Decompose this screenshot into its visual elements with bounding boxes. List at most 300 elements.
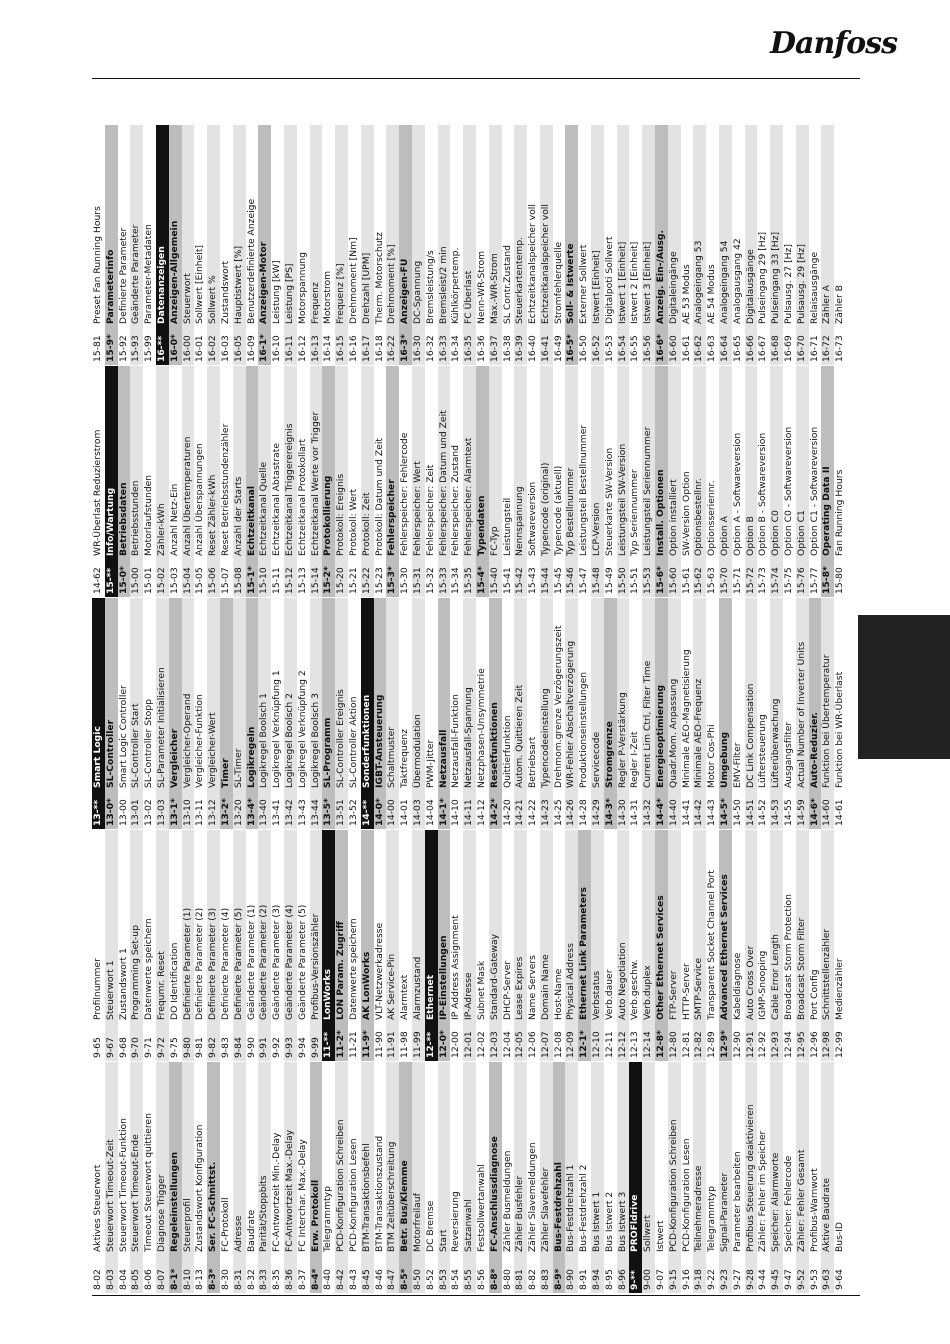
parameter-code: 16-71 [808, 335, 820, 362]
parameter-label: Definierte Parameter (2) [194, 907, 206, 1020]
parameter-code: 16-38 [501, 335, 513, 362]
parameter-row [92, 1062, 105, 1293]
parameter-label: Alarmzustand [411, 956, 423, 1020]
parameter-row [118, 830, 131, 1061]
parameter-code: 16-34 [450, 335, 462, 362]
parameter-subgroup-header [489, 598, 502, 829]
parameter-row [361, 1062, 374, 1293]
parameter-code: 12-02 [475, 1031, 487, 1058]
parameter-label: Kabeldiagnose [731, 952, 743, 1020]
parameter-label: Ethernet Link Parameters [578, 886, 590, 1020]
parameter-code: 15-41 [501, 567, 513, 594]
parameter-label: Funktion bei Übertemperatur [821, 654, 833, 788]
parameter-label: PCD-Konfiguration Schreiben [335, 1119, 347, 1252]
parameter-row [143, 1062, 156, 1293]
parameter-label: Physical Address [565, 943, 577, 1020]
parameter-row [118, 598, 131, 829]
parameter-code: 11-21 [347, 1031, 359, 1058]
parameter-subgroup-header [655, 366, 668, 597]
parameter-code: 13-10 [181, 799, 193, 826]
parameter-label: Other Ethernet Services [655, 895, 667, 1020]
parameter-code: 14-32 [642, 799, 654, 826]
parameter-code: 9-70 [130, 1037, 142, 1058]
parameter-label: Auto-Reduzier. [808, 711, 820, 788]
parameter-code: 8-54 [450, 1269, 462, 1290]
parameter-code: 9-92 [271, 1037, 283, 1058]
parameter-code: 16-12 [296, 335, 308, 362]
parameter-row [297, 125, 310, 365]
parameter-label: Medienzähler [834, 958, 846, 1020]
parameter-row [412, 1062, 425, 1293]
parameter-label: Netzausfall-Spannung [463, 687, 475, 788]
parameter-row [578, 598, 591, 829]
parameter-label: Sollwert % [207, 275, 219, 324]
parameter-row [668, 598, 681, 829]
parameter-row [374, 1062, 387, 1293]
parameter-row [502, 830, 515, 1061]
parameter-label: Minimale AEO-Frequenz [693, 678, 705, 788]
parameter-label: SL-Controller [104, 719, 116, 788]
parameter-row [450, 1062, 463, 1293]
parameter-code: 9-15 [667, 1269, 679, 1290]
parameter-subgroup-header [553, 1062, 566, 1293]
parameter-row [540, 366, 553, 597]
parameter-label: Bus Istwert 3 [616, 1191, 628, 1252]
parameter-code: 16-1* [258, 334, 270, 362]
parameter-row [642, 1062, 655, 1293]
parameter-code: 15-06 [207, 567, 219, 594]
parameter-code: 16-35 [463, 335, 475, 362]
parameter-label: AK LonWorks [360, 951, 372, 1020]
parameter-row [732, 830, 745, 1061]
parameter-row [783, 366, 796, 597]
parameter-code: 15-10 [258, 567, 270, 594]
parameter-label: Zähler Busmeldungen [501, 1150, 513, 1252]
parameter-label: Option B - Softwareversion [757, 432, 769, 556]
parameter-row [745, 598, 758, 829]
parameter-label: Broadcast Storm Filter [795, 917, 807, 1020]
parameter-code: 13-03 [155, 799, 167, 826]
parameter-label: Telegrammtyp [322, 1186, 334, 1252]
parameter-code: 15-48 [591, 567, 603, 594]
parameter-row [233, 598, 246, 829]
parameter-code: 12-91 [744, 1031, 756, 1058]
parameter-code: 16-67 [757, 335, 769, 362]
parameter-code: 12-01 [463, 1031, 475, 1058]
parameter-code: 8-52 [424, 1269, 436, 1290]
parameter-row [642, 125, 655, 365]
parameter-label: Minimale AEO-Magnetisierung [680, 649, 692, 788]
parameter-row [553, 830, 566, 1061]
parameter-label: Zähler Busfehler [514, 1175, 526, 1252]
parameter-row [604, 125, 617, 365]
parameter-code: 9-28 [744, 1269, 756, 1290]
parameter-label: Anzahl Netz-Ein [168, 483, 180, 556]
parameter-row [105, 1062, 118, 1293]
parameter-code: 8-4* [309, 1268, 321, 1290]
parameter-code: 13-41 [271, 799, 283, 826]
parameter-code: 8-55 [463, 1269, 475, 1290]
parameter-code: 15-60 [667, 567, 679, 594]
parameter-code: 16-60 [667, 335, 679, 362]
parameter-row [834, 125, 847, 365]
parameter-label: Logikregel Boolsch 3 [309, 693, 321, 788]
parameter-code: 9-64 [834, 1269, 846, 1290]
parameter-code: 14-2* [488, 798, 500, 826]
parameter-row [233, 366, 246, 597]
parameter-code: 8-37 [296, 1269, 308, 1290]
parameter-group-header [92, 598, 105, 829]
parameter-label: Steuerwort 1 [104, 960, 116, 1020]
parameter-label: Benutzerdefinierte Anzeige [245, 198, 257, 324]
parameter-row [604, 366, 617, 597]
parameter-row [540, 1062, 553, 1293]
parameter-label: BTM-Transaktionsbefehl [360, 1143, 372, 1252]
parameter-row [374, 830, 387, 1061]
parameter-code: 16-18 [373, 335, 385, 362]
parameter-code: 16-70 [795, 335, 807, 362]
parameter-code: 15-43 [527, 567, 539, 594]
parameter-label: Protokoll: Zeit [360, 492, 372, 556]
parameter-code: 16-** [155, 335, 167, 362]
parameter-code: 13-02 [143, 799, 155, 826]
parameter-row [92, 125, 105, 365]
parameter-code: 15-00 [130, 567, 142, 594]
parameter-row [796, 1062, 809, 1293]
parameter-code: 9-27 [731, 1269, 743, 1290]
parameter-row [706, 830, 719, 1061]
parameter-label: Verb.duplex [642, 965, 654, 1020]
parameter-label: Protokoll: Datum und Zeit [373, 437, 385, 556]
parameter-code: 15-45 [552, 567, 564, 594]
parameter-code: 14-53 [770, 799, 782, 826]
parameter-code: 15-76 [795, 567, 807, 594]
parameter-label: Bus Istwert 2 [603, 1191, 615, 1252]
parameter-label: Drehmoment [Nm] [347, 237, 359, 324]
parameter-code: 12-07 [539, 1031, 551, 1058]
parameter-code: 14-1* [437, 798, 449, 826]
parameter-row [617, 125, 630, 365]
parameter-row [182, 366, 195, 597]
parameter-label: Fan Running Hours [834, 469, 846, 556]
parameter-label: Actual Number of Inverter Units [795, 641, 807, 788]
parameter-row [297, 830, 310, 1061]
parameter-code: 16-09 [245, 335, 257, 362]
parameter-row [527, 830, 540, 1061]
parameter-row [130, 830, 143, 1061]
parameter-label: Parameterinfo [104, 249, 116, 324]
parameter-code: 16-65 [731, 335, 743, 362]
parameter-code: 16-50 [578, 335, 590, 362]
parameter-code: 9-18 [693, 1269, 705, 1290]
parameter-label: Istwert 1 [Einheit] [616, 241, 628, 324]
parameter-label: Schnittstellenzähler [821, 928, 833, 1020]
parameter-label: Host-Name [552, 968, 564, 1020]
parameter-row [681, 366, 694, 597]
parameter-label: Autom. Quittieren Zeit [514, 684, 526, 788]
parameter-code: 15-22 [360, 567, 372, 594]
parameter-code: 14-62 [92, 567, 103, 594]
parameter-label: Motorstrom [322, 270, 334, 324]
parameter-row [693, 598, 706, 829]
parameter-label: Frequenz [309, 282, 321, 324]
parameter-label: Profibus-Warnwort [808, 1168, 820, 1252]
parameter-code: 12-93 [770, 1031, 782, 1058]
parameter-label: Lüfterüberwachung [770, 698, 782, 788]
parameter-code: 15-40 [488, 567, 500, 594]
parameter-label: Vergleicher-Wert [207, 712, 219, 788]
parameter-subgroup-header [655, 598, 668, 829]
parameter-code: 15-33 [437, 567, 449, 594]
parameter-label: Motorlaufstunden [143, 474, 155, 556]
parameter-label: Steuerkarte SW-Version [603, 447, 615, 556]
parameter-subgroup-header [565, 125, 578, 365]
parameter-label: Zähler Slavefehler [539, 1167, 551, 1252]
parameter-label: Operating Data II [821, 466, 833, 556]
parameter-label: Steuerwort Timeout-Ende [130, 1134, 142, 1252]
parameter-row [681, 125, 694, 365]
parameter-label: Speicher: Fehlercode [783, 1155, 795, 1252]
parameter-label: Parameter-Metadaten [143, 224, 155, 324]
parameter-label: AE 53 Modus [680, 264, 692, 324]
parameter-row [681, 1062, 694, 1293]
parameter-code: 15-6* [655, 566, 667, 594]
parameter-row [757, 598, 770, 829]
parameter-row [399, 830, 412, 1061]
parameter-subgroup-header [578, 830, 591, 1061]
parameter-code: 15-21 [347, 567, 359, 594]
parameter-code: 11-2* [335, 1030, 347, 1058]
parameter-code: 11-99 [411, 1031, 423, 1058]
parameter-code: 9-63 [821, 1269, 833, 1290]
parameter-label: Resetfunktionen [488, 702, 500, 788]
parameter-label: Info/Wartung [104, 487, 116, 556]
parameter-row [361, 125, 374, 365]
parameter-label: Transparent Socket Channel Port [706, 870, 718, 1020]
parameter-row [450, 366, 463, 597]
parameter-row [258, 366, 271, 597]
parameter-label: Verb.dauer [603, 969, 615, 1020]
parameter-code: 12-14 [642, 1031, 654, 1058]
parameter-row [284, 830, 297, 1061]
parameter-label: Optionsbestellnr. [693, 478, 705, 556]
parameter-group-header [629, 1062, 642, 1293]
parameter-label: Steuerwort [181, 273, 193, 324]
parameter-code: 8-42 [335, 1269, 347, 1290]
parameter-code: 9-65 [92, 1037, 103, 1058]
parameter-code: 8-53 [437, 1269, 449, 1290]
parameter-row [182, 598, 195, 829]
parameter-code: 15-8* [821, 566, 833, 594]
parameter-code: 14-40 [667, 799, 679, 826]
parameter-label: Echtzeitkanalspeicher voll [539, 204, 551, 324]
parameter-code: 12-08 [552, 1031, 564, 1058]
parameter-label: Reversierung [450, 1191, 462, 1252]
parameter-label: Regler I-Zeit [629, 731, 641, 788]
parameter-label: HTTP-Server [680, 963, 692, 1020]
parameter-label: Motor Cos-Phi [706, 724, 718, 788]
parameter-code: 13-20 [232, 799, 244, 826]
parameter-label: IP Address Assignment [450, 915, 462, 1020]
parameter-label: Optionsseriennr. [706, 480, 718, 556]
parameter-code: 16-30 [411, 335, 423, 362]
parameter-code: 12-95 [795, 1031, 807, 1058]
parameter-label: Analogeingang 54 [719, 240, 731, 324]
parameter-code: 16-16 [347, 335, 359, 362]
parameter-label: Echtzeitkanal Werte vor Trigger [309, 411, 321, 556]
parameter-code: 14-21 [514, 799, 526, 826]
parameter-row [527, 125, 540, 365]
parameter-label: Analogausgang 42 [731, 238, 743, 324]
parameter-subgroup-header [169, 125, 182, 365]
parameter-label: Baudrate [245, 1209, 257, 1252]
parameter-label: Signal-Parameter [719, 1172, 731, 1252]
parameter-code: 12-1* [578, 1030, 590, 1058]
parameter-label: SL-Controller Start [130, 703, 142, 788]
parameter-label: Digitalpoti Sollwert [603, 236, 615, 324]
parameter-code: 8-33 [258, 1269, 270, 1290]
parameter-row [565, 598, 578, 829]
parameter-row [809, 366, 822, 597]
parameter-label: IGBT-Ansteuerung [373, 694, 385, 788]
parameter-row [143, 830, 156, 1061]
parameter-code: 12-10 [591, 1031, 603, 1058]
parameter-row [463, 830, 476, 1061]
parameter-row [706, 125, 719, 365]
parameter-label: DC Bremse [424, 1200, 436, 1252]
parameter-row [693, 125, 706, 365]
parameter-row [425, 598, 438, 829]
parameter-code: 8-91 [578, 1269, 590, 1290]
parameter-code: 15-49 [603, 567, 615, 594]
parameter-label: AK Service-Pin [386, 953, 398, 1020]
parameter-row [578, 1062, 591, 1293]
parameter-row [757, 125, 770, 365]
parameter-row [732, 125, 745, 365]
parameter-label: LonWorks [322, 969, 334, 1020]
parameter-row [399, 598, 412, 829]
parameter-row [706, 1062, 719, 1293]
parameter-code: 13-0* [104, 798, 116, 826]
parameter-label: Protokoll: Ereignis [335, 473, 347, 556]
parameter-label: Bus-Festdrehzahl 2 [578, 1164, 590, 1252]
parameter-subgroup-header [258, 125, 271, 365]
parameter-row [770, 598, 783, 829]
parameter-row [92, 830, 105, 1061]
parameter-row [629, 366, 642, 597]
parameter-label: IP-Adresse [463, 972, 475, 1020]
parameter-label: Netzausfall [437, 729, 449, 788]
parameter-row [719, 125, 732, 365]
parameter-code: 9-22 [706, 1269, 718, 1290]
parameter-row [258, 598, 271, 829]
parameter-row [783, 598, 796, 829]
parameter-label: LON Param. Zugriff [335, 921, 347, 1020]
parameter-label: Anzahl Übertemperaturen [181, 436, 193, 556]
parameter-label: Fehlerspeicher: Fehlercode [399, 432, 411, 556]
parameter-row [553, 125, 566, 365]
parameter-label: SL-Programm [322, 717, 334, 788]
parameter-row [233, 125, 246, 365]
parameter-row [412, 366, 425, 597]
parameter-code: 16-6* [655, 334, 667, 362]
parameter-row [374, 366, 387, 597]
parameter-label: Therm. Motorschutz [373, 232, 385, 324]
parameter-code: 8-1* [168, 1268, 180, 1290]
parameter-code: 13-5* [322, 798, 334, 826]
parameter-code: 15-63 [706, 567, 718, 594]
parameter-row [386, 125, 399, 365]
parameter-label: Soll- & Istwerte [565, 243, 577, 324]
parameter-label: Fehlerspeicher: Wert [411, 461, 423, 556]
parameter-label: Typ Bestellnummer [565, 467, 577, 556]
parameter-label: Netzphasen-Unsymmetrie [475, 668, 487, 788]
parameter-label: Datenwerte speichern [347, 918, 359, 1020]
parameter-label: DHCP-Server [501, 960, 513, 1020]
parameter-code: 15-04 [181, 567, 193, 594]
parameter-row [757, 1062, 770, 1293]
parameter-label: Reset Zähler-kWh [207, 474, 219, 556]
parameter-code: 16-73 [834, 335, 846, 362]
parameter-subgroup-header [220, 598, 233, 829]
parameter-label: Definierte Parameter (4) [219, 907, 231, 1020]
parameter-row [502, 125, 515, 365]
parameter-code: 16-40 [527, 335, 539, 362]
parameter-row [335, 598, 348, 829]
parameter-code: 16-62 [693, 335, 705, 362]
parameter-code: 12-8* [655, 1030, 667, 1058]
parameter-row [233, 830, 246, 1061]
parameter-subgroup-header [386, 366, 399, 597]
parameter-label: Zähler Slavemeldungen [527, 1142, 539, 1252]
parameter-row [412, 830, 425, 1061]
parameter-row [565, 1062, 578, 1293]
parameter-row [310, 366, 323, 597]
parameter-label: BTM-Transaktionszustand [373, 1135, 385, 1252]
parameter-group-header [322, 830, 335, 1061]
parameter-code: 14-42 [693, 799, 705, 826]
parameter-label: Typ Seriennummer [629, 469, 641, 556]
parameter-label: Relaisausgänge [808, 251, 820, 324]
parameter-subgroup-header [310, 1062, 323, 1293]
parameter-code: 14-04 [424, 799, 436, 826]
parameter-code: 14-26 [565, 799, 577, 826]
parameter-code: 15-32 [424, 567, 436, 594]
parameter-code: 15-31 [411, 567, 423, 594]
parameter-row [757, 830, 770, 1061]
parameter-label: Steuerprofil [181, 1198, 193, 1252]
parameter-label: Datenwerte speichern [143, 918, 155, 1020]
parameter-row [719, 366, 732, 597]
parameter-label: Speicher: Alarmworte [770, 1152, 782, 1252]
parameter-label: SL Contr.Zustand [501, 245, 513, 324]
parameter-subgroup-header [399, 125, 412, 365]
parameter-code: 9-00 [642, 1269, 654, 1290]
parameter-code: 15-42 [514, 567, 526, 594]
parameter-code: 14-0* [373, 798, 385, 826]
parameter-row [604, 830, 617, 1061]
parameter-row [271, 1062, 284, 1293]
parameter-row [284, 125, 297, 365]
parameter-code: 9-72 [155, 1037, 167, 1058]
parameter-label: FC-Typ [488, 526, 500, 556]
parameter-label: Fehlerspeicher: Alarmtext [463, 437, 475, 556]
parameter-label: BTM Zeitüberschreitung [386, 1141, 398, 1252]
parameter-row [271, 598, 284, 829]
parameter-code: 15-80 [834, 567, 846, 594]
parameter-label: Echtzeitkanal Triggerereignis [283, 423, 295, 556]
parameter-label: Lease Expires [514, 956, 526, 1020]
